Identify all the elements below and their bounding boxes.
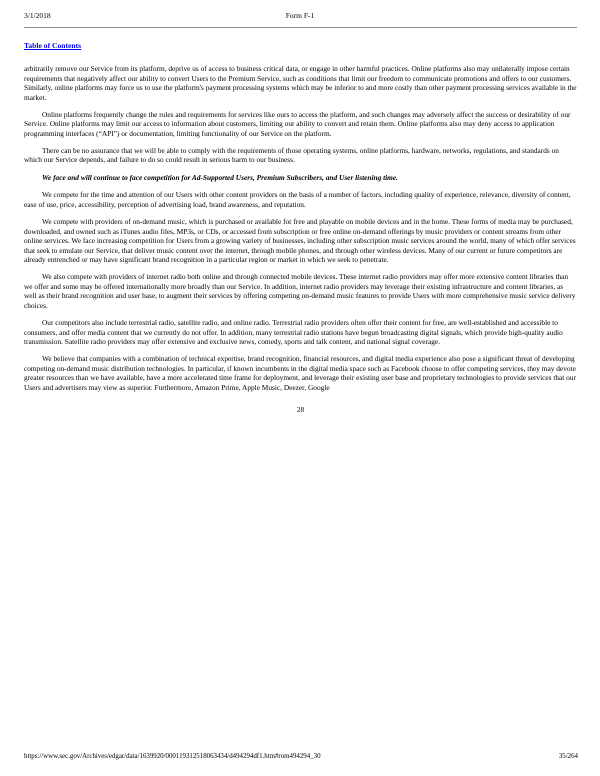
- paragraph: arbitrarily remove our Service from its platform, deprive us of access to business critical data, or engage in other harmful practices. Online platforms also may unilaterally impose certain requirements that negatively affect our ability to convert Users to the Premium Service, such as conditions that limit our freedom to communicate promotions and offers to our customers. Similarly, online platforms may force us to use the platform's payment processing systems which may be inferior to and more costly than other payment processing services available in the market.: [24, 64, 577, 102]
- print-date: 3/1/2018: [24, 11, 51, 20]
- paragraph: We compete with providers of on-demand music, which is purchased or available for free and playable on mobile devices and in the home. These forms of media may be purchased, downloaded, and owned such as iTunes audio files, MP3s, or CDs, or accessed from subscription or free online on-demand offerings by music providers or content streams from other online services. We face increasing competition for Users from a growing variety of businesses, including other subscription music services around the world, many of which offer services that seek to emulate our Service, that deliver music content over the internet, through mobile phones, and through other wireless devices. Many of our current or future competitors are already entrenched or may have significant brand recognition in a particular region or market in which we seek to penetrate.: [24, 217, 576, 265]
- header-divider: [24, 27, 577, 28]
- paragraph: There can be no assurance that we will be able to comply with the requirements of those operating systems, online platforms, hardware, networks, regulations, and standards on which our Service depends, and failure to do so could result in serious harm to our business.: [24, 145, 559, 165]
- toc-link-row: [24, 41, 81, 50]
- footer-url: https://www.sec.gov/Archives/edgar/data/1639920/000119312518063434/d494294df1.htm#rom494294_30: [24, 753, 321, 760]
- body-content: [24, 64, 577, 415]
- page-number: 28: [296, 405, 305, 415]
- paragraph: Online platforms frequently change the rules and requirements for services like ours to access the platform, and such changes may adversely affect the success or desirability of our Service. Online platforms may limit our access to information about customers, limiting our ability to convert and retain them. Online platforms also may deny access to application programming interfaces (“API”) or documentation, limiting functionality of our Service on the platform.: [24, 109, 571, 138]
- print-header: [24, 11, 576, 23]
- paragraph: We compete for the time and attention of our Users with other content providers on the basis of a number of factors, including quality of experience, relevance, diversity of content, ease of use, price, accessibility, perception of advertising load, brand awareness, and reputation.: [24, 190, 571, 210]
- form-title: Form F-1: [285, 11, 315, 20]
- paragraph: Our competitors also include terrestrial radio, satellite radio, and online radio. Terrestrial radio providers often offer their content for free, are well-established and accessible to consumers, and offer media content that we currently do not offer. In addition, many terrestrial radio stations have begun broadcasting digital signals, which provide high-quality audio transmission. Satellite radio providers may offer extensive and exclusive news, comedy, sports and talk content, and national signal coverage.: [24, 317, 563, 347]
- footer-page-indicator: 35/264: [558, 753, 578, 760]
- table-of-contents-link[interactable]: Table of Contents: [24, 41, 82, 50]
- paragraph: We believe that companies with a combination of technical expertise, brand recognition, financial resources, and digital media experience also pose a significant threat of developing competing on-demand music distribution technologies. In particular, if known incumbents in the digital media space such as Facebook choose to offer competing services, they may devote greater resources than we have available, have a more accelerated time frame for deployment, and leverage their existing user base and proprietary technologies to provide services that our Users and advertisers may view as superior. Furthermore, Amazon Prime, Apple Music, Deezer, Google: [24, 354, 576, 392]
- paragraph: We also compete with providers of internet radio both online and through connected mobile devices. These internet radio providers may offer more extensive content libraries than we offer and some may be offered internationally more broadly than our Service. In addition, internet radio providers may leverage their existing infrastructure and content libraries, as well as their brand recognition and user base, to augment their services by offering competing on-demand music features to provide Users with more comprehensive music service delivery choices.: [24, 272, 576, 310]
- section-heading: We face and will continue to face competition for Ad-Supported Users, Premium Subscribers, and User listening time.: [42, 172, 398, 182]
